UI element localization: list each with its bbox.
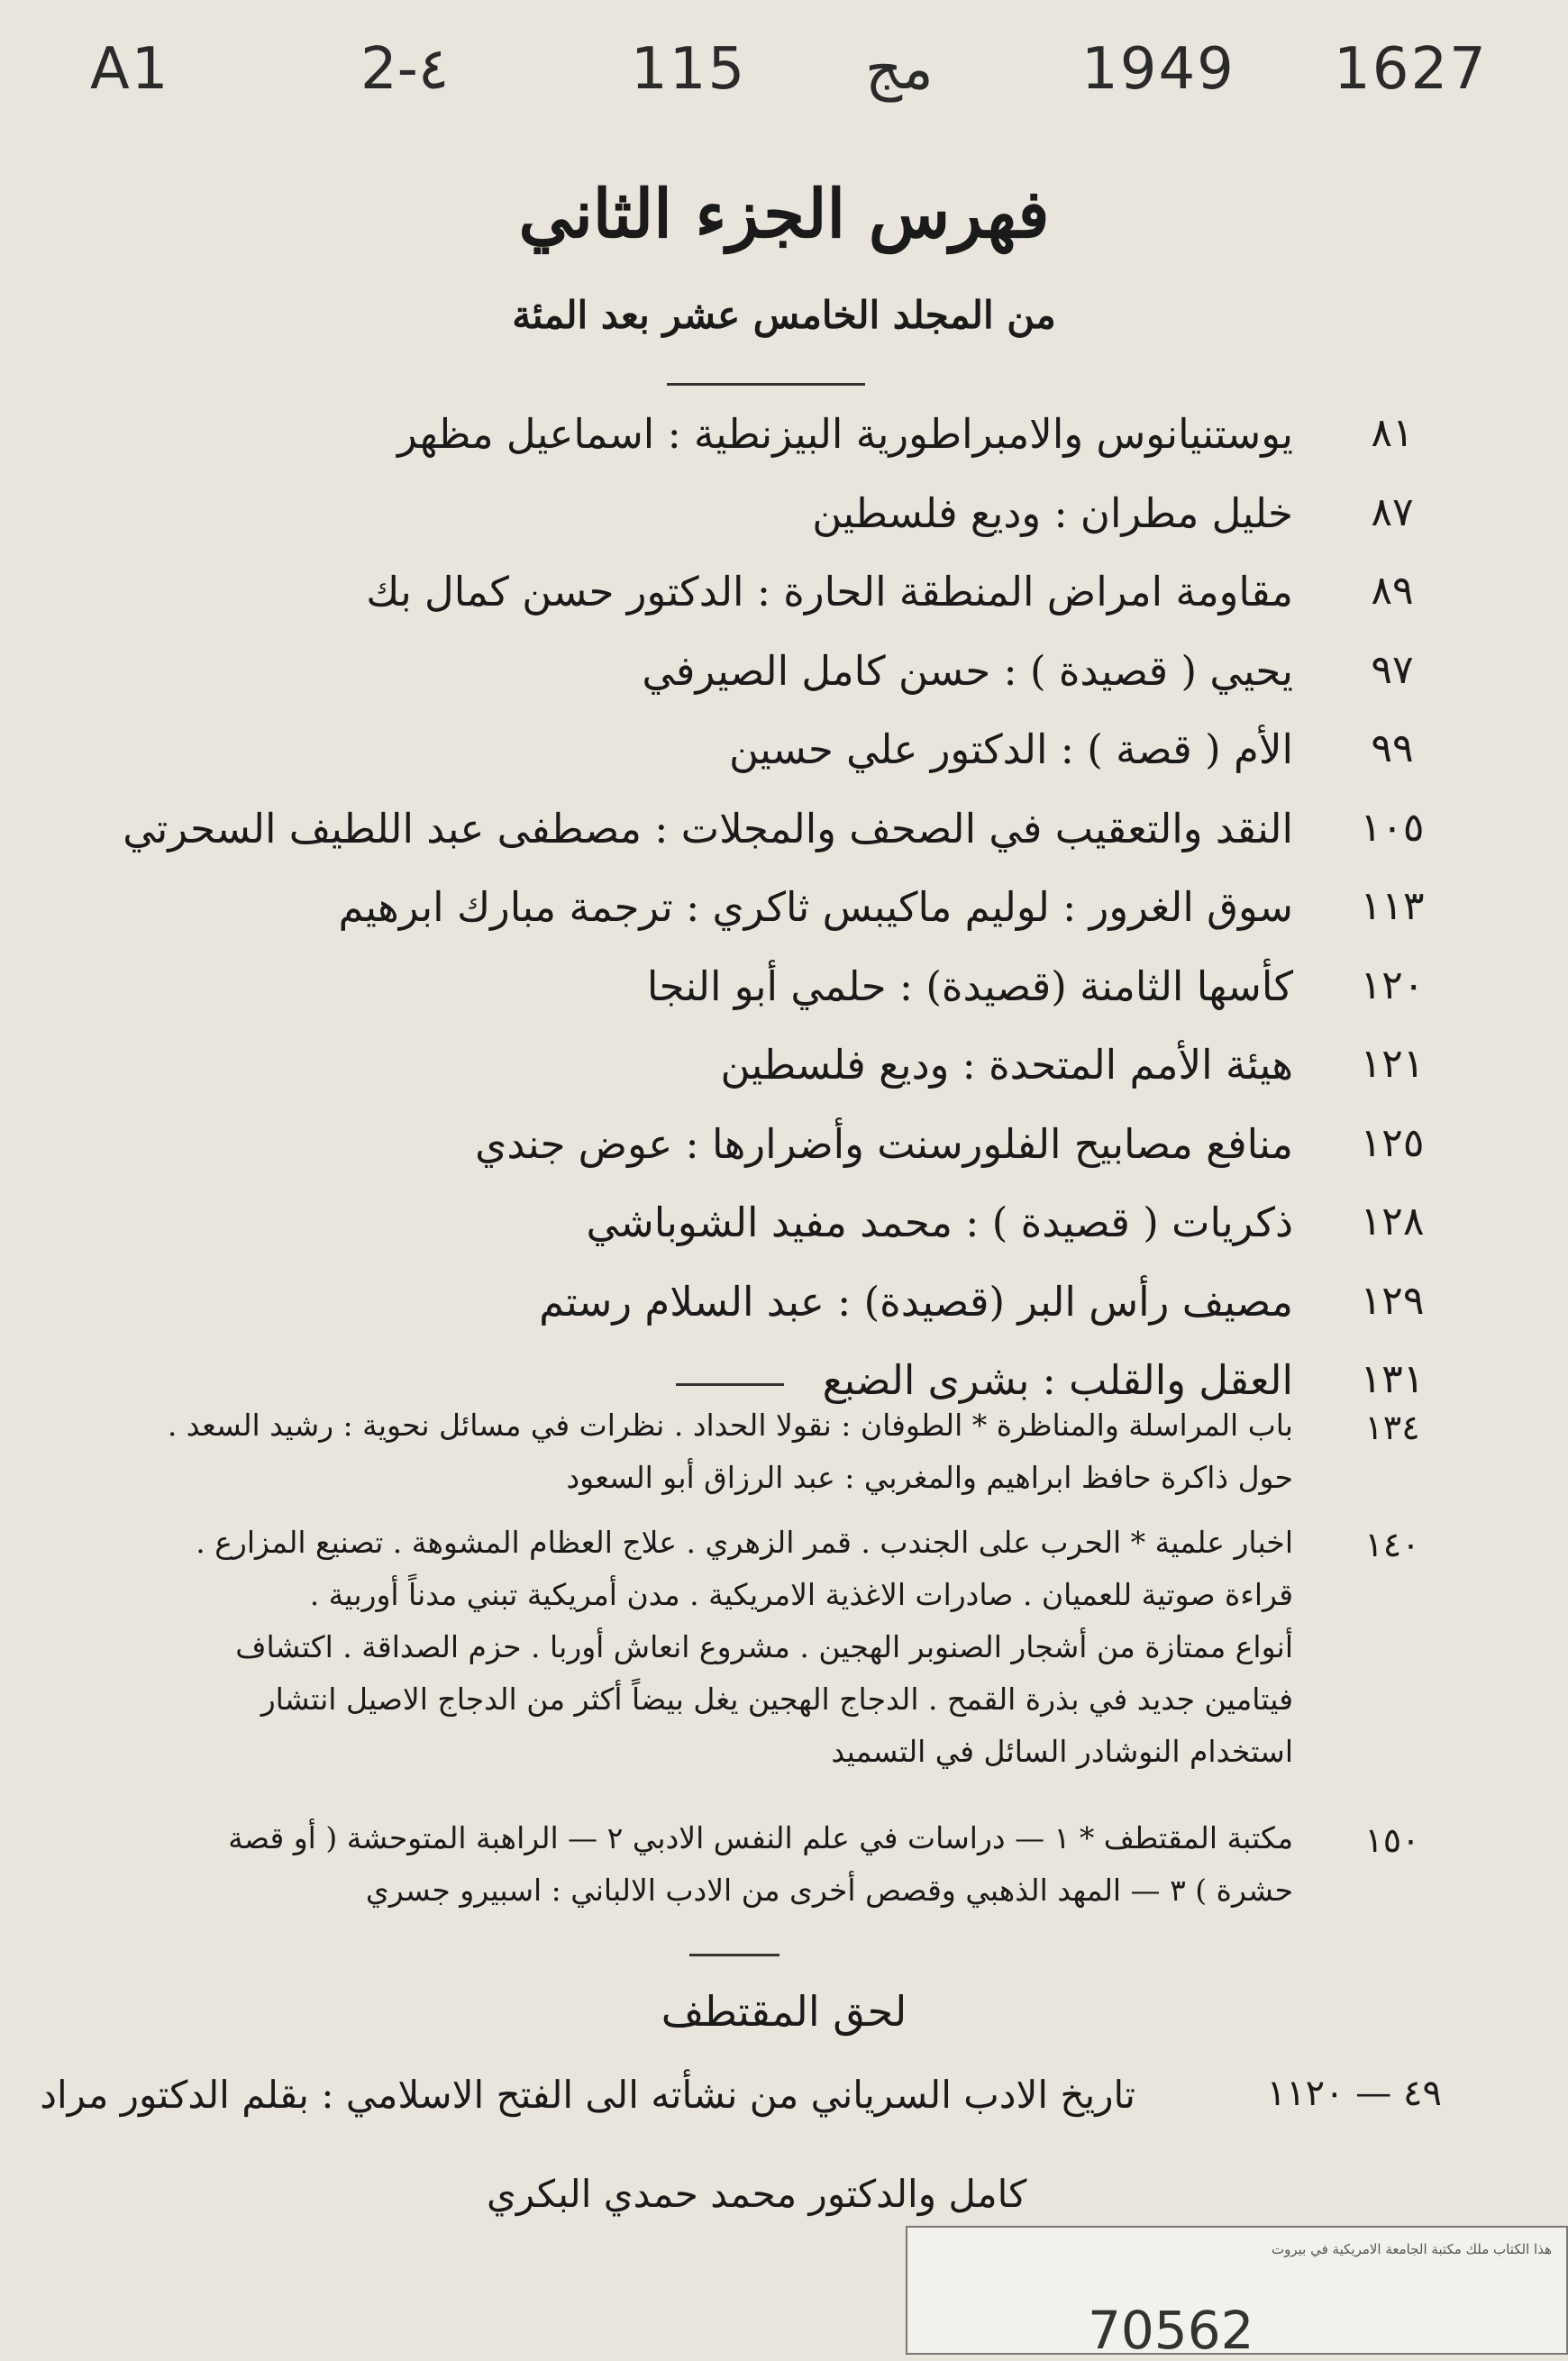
misc-entry-line: استخدام النوشادر السائل في التسميد <box>831 1734 1293 1769</box>
page-title: فهرس الجزء الثاني <box>518 176 1050 253</box>
toc-page-number: ٨١ <box>1371 410 1414 456</box>
toc-entry-text: النقد والتعقيب في الصحف والمجلات : مصطفى عبد اللطيف السحرتي <box>123 804 1293 852</box>
toc-page-number: ١٢٥ <box>1360 1119 1425 1166</box>
toc-entry <box>90 1120 1442 1199</box>
toc-page-number: ٩٧ <box>1371 646 1414 693</box>
divider <box>689 1954 779 1956</box>
supplement-text-line: كامل والدكتور محمد حمدي البكري <box>487 2172 1027 2216</box>
handwritten-note: مج <box>865 36 934 103</box>
handwritten-annotations <box>90 27 1514 126</box>
toc-entry <box>90 805 1442 884</box>
handwritten-note: 1627 <box>1334 36 1488 103</box>
toc-page-number: ١٠٥ <box>1360 804 1425 851</box>
misc-entry-line: مكتبة المقتطف * ١ — دراسات في علم النفس الادبي ٢ — الراهبة المتوحشة ( أو قصة <box>228 1820 1293 1855</box>
toc-page-number: ١٢١ <box>1360 1041 1425 1087</box>
toc-entry-text: مقاومة امراض المنطقة الحارة : الدكتور حسن كمال بك <box>366 568 1293 615</box>
misc-entry-line: قراءة صوتية للعميان . صادرات الاغذية الامريكية . مدن أمريكية تبني مدناً أوربية . <box>309 1577 1293 1612</box>
misc-entry-line: حشرة ) ٣ — المهد الذهبي وقصص أخرى من الادب الالباني : اسبيرو جسري <box>365 1873 1293 1908</box>
toc-page-number: ١٣١ <box>1360 1356 1425 1402</box>
toc-entry-text: كأسها الثامنة (قصيدة) : حلمي أبو النجا <box>646 962 1293 1010</box>
handwritten-note: 115 <box>631 36 747 103</box>
toc-entry-text: يوستنيانوس والامبراطورية البيزنطية : اسماعيل مظهر <box>397 410 1293 458</box>
toc-entry <box>90 725 1442 805</box>
toc-page-number: ٩٩ <box>1371 725 1414 771</box>
toc-entry-text: الأم ( قصة ) : الدكتور علي حسين <box>729 725 1293 773</box>
misc-entry-line: حول ذاكرة حافظ ابراهيم والمغربي : عبد الرزاق أبو السعود <box>566 1460 1293 1495</box>
misc-entry-line: أنواع ممتازة من أشجار الصنوبر الهجين . مشروع انعاش أوربا . حزم الصداقة . اكتشاف <box>235 1629 1293 1664</box>
toc-entry-text: منافع مصابيح الفلورسنت وأضرارها : عوض جندي <box>475 1119 1293 1168</box>
supplement-pages: ٤٩ — ١١٢٠ <box>1266 2073 1442 2114</box>
toc-entry <box>90 962 1442 1042</box>
toc-page-number: ١٥٠ <box>1364 1820 1420 1860</box>
toc-entry-text: سوق الغرور : لوليم ماكيبس ثاكري : ترجمة مبارك ابرهيم <box>338 883 1293 931</box>
stamp-number: 70562 <box>1088 2300 1254 2361</box>
supplement-title: لحق المقتطف <box>661 1987 907 2036</box>
toc-entry-text: خليل مطران : وديع فلسطين <box>812 488 1293 537</box>
divider <box>667 383 865 386</box>
toc-list <box>90 410 1442 1436</box>
toc-entry-text: مصيف رأس البر (قصيدة) : عبد السلام رستم <box>539 1277 1293 1326</box>
toc-entry <box>90 883 1442 962</box>
toc-entry-text: العقل والقلب : بشرى الضبع <box>822 1356 1293 1404</box>
toc-page-number: ٨٧ <box>1371 488 1414 535</box>
misc-entry-line: فيتامين جديد في بذرة القمح . الدجاج الهجين يغل بيضاً أكثر من الدجاج الاصيل انتشار <box>260 1682 1293 1717</box>
misc-entry-line: اخبار علمية * الحرب على الجندب . قمر الزهري . علاج العظام المشوهة . تصنيع المزارع . <box>196 1525 1293 1560</box>
handwritten-note: 2-٤ <box>360 36 450 103</box>
handwritten-note: A1 <box>90 36 170 103</box>
toc-entry <box>90 568 1442 647</box>
toc-page-number: ١٢٨ <box>1360 1199 1425 1244</box>
toc-entry-text: هيئة الأمم المتحدة : وديع فلسطين <box>720 1041 1293 1089</box>
toc-entry-text: ذكريات ( قصيدة ) : محمد مفيد الشوباشي <box>586 1199 1293 1246</box>
page-subtitle: من المجلد الخامس عشر بعد المئة <box>512 293 1056 337</box>
toc-page-number: ١٤٠ <box>1364 1525 1420 1564</box>
misc-entry-line: باب المراسلة والمناظرة * الطوفان : نقولا الحداد . نظرات في مسائل نحوية : رشيد السعد . <box>167 1408 1293 1443</box>
stamp-text: هذا الكتاب ملك مكتبة الجامعة الامريكية في بيروت <box>1271 2241 1552 2257</box>
handwritten-note: 1949 <box>1081 36 1235 103</box>
toc-entry <box>90 410 1442 489</box>
toc-entry <box>90 489 1442 569</box>
divider <box>676 1383 784 1386</box>
toc-page-number: ١٢٠ <box>1360 962 1425 1008</box>
toc-page-number: ٨٩ <box>1371 568 1414 614</box>
toc-entry <box>90 1199 1442 1278</box>
toc-entry <box>90 1041 1442 1120</box>
toc-entry-text: يحيي ( قصيدة ) : حسن كامل الصيرفي <box>642 646 1293 695</box>
library-stamp <box>906 2226 1568 2361</box>
supplement-text-line: تاريخ الادب السرياني من نشأته الى الفتح الاسلامي : بقلم الدكتور مراد <box>40 2073 1135 2117</box>
toc-page-number: ١٢٩ <box>1360 1277 1425 1324</box>
toc-entry <box>90 647 1442 726</box>
toc-entry <box>90 1278 1442 1357</box>
toc-page-number: ١١٣ <box>1360 883 1425 929</box>
toc-page-number: ١٣٤ <box>1364 1408 1420 1447</box>
